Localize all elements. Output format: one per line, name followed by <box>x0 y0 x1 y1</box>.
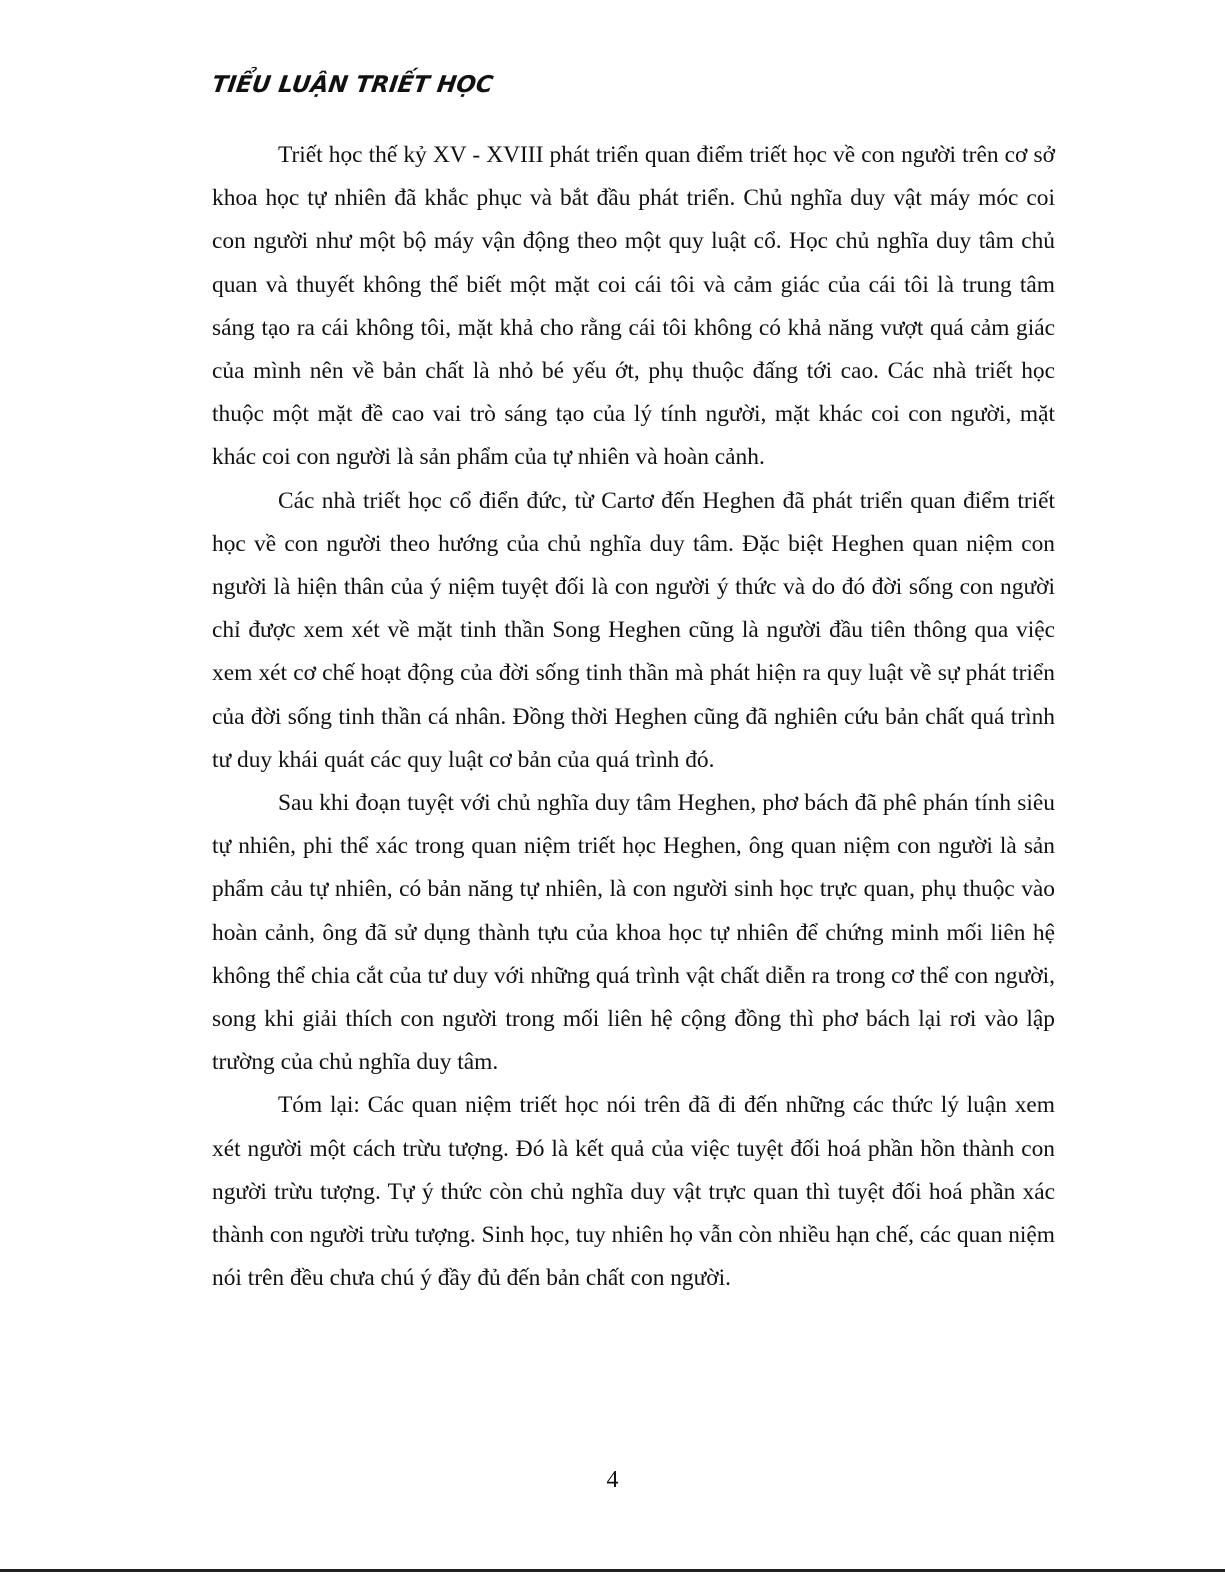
bottom-divider <box>0 1569 1225 1572</box>
running-header: TIỂU LUẬN TRIẾT HỌC <box>210 72 495 98</box>
paragraph-2: Các nhà triết học cổ điển đức, từ Cartơ đến Heghen đã phát triển quan điểm triết học về con người theo hướng của chủ nghĩa duy tâm. Đặc biệt Heghen quan niệm con người là hiện thân của ý niệm tuyệt đối là con người ý thức và do đó đời sống con người chỉ được xem xét về mặt tinh thần Song Heghen cũng là người đầu tiên thông qua việc xem xét cơ chế hoạt động của đời sống tinh thần mà phát hiện ra quy luật về sự phát triển của đời sống tinh thần cá nhân. Đồng thời Heghen cũng đã nghiên cứu bản chất quá trình tư duy khái quát các quy luật cơ bản của quá trình đó. <box>212 487 1055 773</box>
body-text <box>212 134 1055 1300</box>
page-number: 4 <box>606 1467 619 1493</box>
paragraph-4: Tóm lại: Các quan niệm triết học nói trên đã đi đến những các thức lý luận xem xét người một cách trừu tượng. Đó là kết quả của việc tuyệt đối hoá phần hồn thành con người trừu tượng. Tự ý thức còn chủ nghĩa duy vật trực quan thì tuyệt đối hoá phần xác thành con người trừu tượng. Sinh học, tuy nhiên họ vẫn còn nhiều hạn chế, các quan niệm nói trên đều chưa chú ý đầy đủ đến bản chất con người. <box>212 1092 1055 1292</box>
paragraph-3: Sau khi đoạn tuyệt với chủ nghĩa duy tâm Heghen, phơ bách đã phê phán tính siêu tự nhiên, phi thể xác trong quan niệm triết học Heghen, ông quan niệm con người là sản phẩm cảu tự nhiên, có bản năng tự nhiên, là con người sinh học trực quan, phụ thuộc vào hoàn cảnh, ông đã sử dụng thành tựu của khoa học tự nhiên để chứng minh mối liên hệ không thể chia cắt của tư duy với những quá trình vật chất diễn ra trong cơ thể con người, song khi giải thích con người trong mối liên hệ cộng đồng thì phơ bách lại rơi vào lập trường của chủ nghĩa duy tâm. <box>212 790 1055 1076</box>
paragraph-1: Triết học thế kỷ XV - XVIII phát triển quan điểm triết học về con người trên cơ sở khoa học tự nhiên đã khắc phục và bắt đầu phát triển. Chủ nghĩa duy vật máy móc coi con người như một bộ máy vận động theo một quy luật cổ. Học chủ nghĩa duy tâm chủ quan và thuyết không thể biết một mặt coi cái tôi và cảm giác của cái tôi là trung tâm sáng tạo ra cái không tôi, mặt khả cho rằng cái tôi không có khả năng vượt quá cảm giác của mình nên về bản chất là nhỏ bé yếu ớt, phụ thuộc đấng tới cao. Các nhà triết học thuộc một mặt đề cao vai trò sáng tạo của lý tính người, mặt khác coi con người, mặt khác coi con người là sản phẩm của tự nhiên và hoàn cảnh. <box>212 142 1055 471</box>
